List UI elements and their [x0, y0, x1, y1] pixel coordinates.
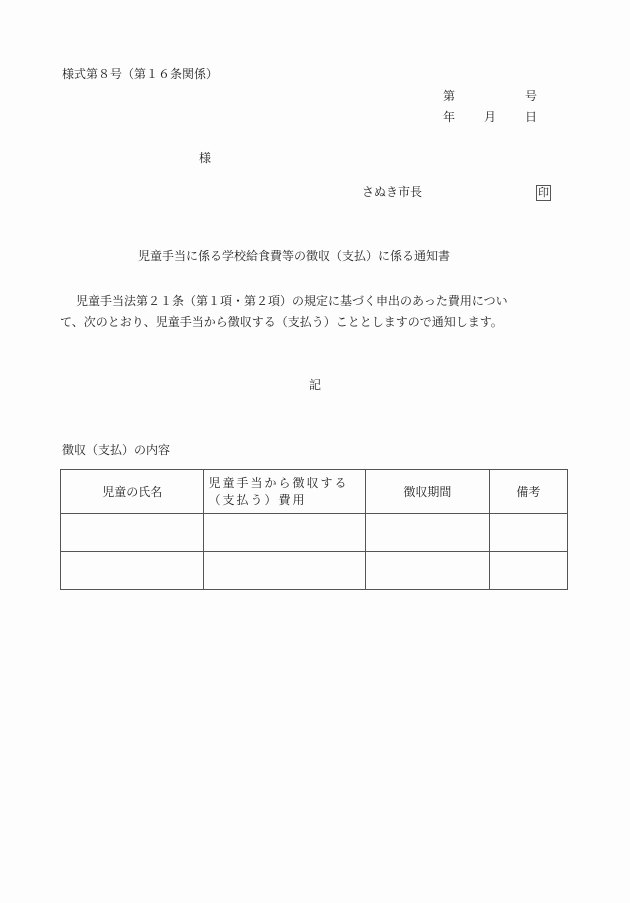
cell-period[interactable] [366, 514, 490, 552]
section-label: 徴収（支払）の内容 [62, 443, 171, 457]
body-line-1: 児童手当法第２１条（第１項・第２項）の規定に基づく申出のあった費用につい [76, 294, 508, 308]
header-remarks: 備考 [489, 470, 567, 514]
collection-table [60, 469, 568, 590]
table-row [61, 552, 568, 590]
date-day: 日 [525, 110, 538, 124]
cell-cost[interactable] [204, 514, 366, 552]
date-year: 年 [443, 110, 456, 124]
addressee-suffix: 様 [199, 151, 212, 165]
header-period: 徴収期間 [366, 470, 490, 514]
table-header-row [61, 470, 568, 514]
cell-remarks[interactable] [489, 552, 567, 590]
seal-icon: 印 [538, 186, 549, 199]
doc-number-suffix: 号 [525, 89, 538, 103]
cell-remarks[interactable] [489, 514, 567, 552]
cell-child-name[interactable] [61, 514, 204, 552]
header-child-name: 児童の氏名 [61, 470, 204, 514]
note-heading: 記 [309, 378, 322, 392]
issuer-name: さぬき市長 [362, 185, 423, 199]
cell-period[interactable] [366, 552, 490, 590]
header-cost: 児童手当から徴収する （支払う）費用 [204, 470, 366, 514]
doc-number-prefix: 第 [443, 89, 456, 103]
cell-cost[interactable] [204, 552, 366, 590]
form-number: 様式第８号（第１６条関係） [62, 67, 219, 81]
date-month: 月 [484, 110, 497, 124]
document-title: 児童手当に係る学校給食費等の徴収（支払）に係る通知書 [138, 249, 451, 263]
cell-child-name[interactable] [61, 552, 204, 590]
table-row [61, 514, 568, 552]
seal-mark [536, 184, 551, 201]
body-line-2: て、次のとおり、児童手当から徴収する（支払う）こととしますので通知します。 [60, 315, 503, 329]
